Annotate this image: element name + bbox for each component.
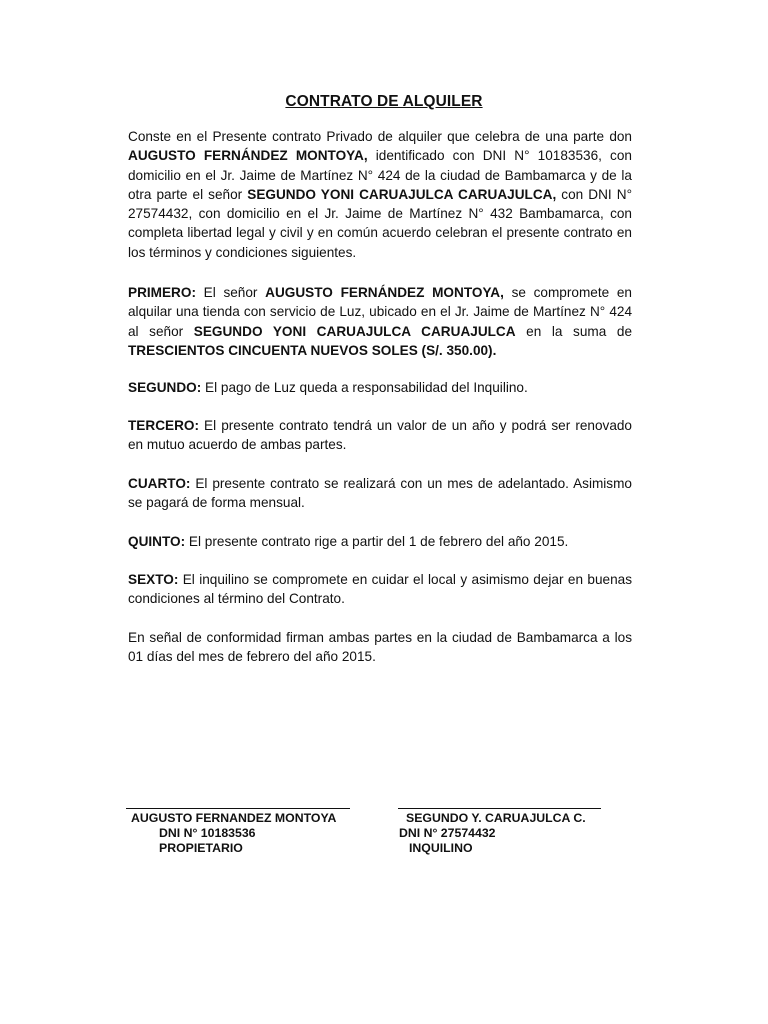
text-run: El presente contrato tendrá un valor de un año y podrá ser renovado en mutuo acuerdo de ambas partes. xyxy=(128,418,632,453)
text-run: En señal de conformidad firman ambas partes en la ciudad de Bambamarca a los 01 días del mes de febrero del año 2015. xyxy=(128,630,632,665)
clause-cuarto xyxy=(128,474,632,513)
clause-quinto xyxy=(128,532,632,551)
bold-text-run: SEGUNDO YONI CARUAJULCA CARUAJULCA, xyxy=(247,186,557,202)
clause-sexto xyxy=(128,570,632,609)
text-run: El señor xyxy=(195,285,266,300)
text-run: El inquilino se compromete en cuidar el local y asimismo dejar en buenas condiciones al término del Contrato. xyxy=(128,572,632,607)
signer-right-dni: DNI N° 27574432 xyxy=(399,826,496,840)
bold-text-run: SEGUNDO YONI CARUAJULCA CARUAJULCA xyxy=(193,323,516,339)
text-run: identificado con DNI N° 10183536, con domicilio en el Jr. Jaime de Martínez N° 424 de la ciudad de Bambamarca y de la otra parte el señor xyxy=(128,148,632,202)
bold-text-run: CUARTO: xyxy=(128,476,191,491)
signer-right-name: SEGUNDO Y. CARUAJULCA C. xyxy=(406,811,586,825)
bold-text-run: TRESCIENTOS CINCUENTA NUEVOS SOLES (S/. 350.00). xyxy=(128,342,497,358)
bold-text-run: TERCERO: xyxy=(128,418,199,433)
bold-text-run: AUGUSTO FERNÁNDEZ MONTOYA, xyxy=(128,148,368,164)
contract-title: CONTRATO DE ALQUILER xyxy=(285,93,483,110)
text-run: El presente contrato rige a partir del 1 de febrero del año 2015. xyxy=(185,534,569,549)
text-run: en la suma de xyxy=(515,323,633,339)
signer-left-role: PROPIETARIO xyxy=(159,841,243,855)
text-run: El presente contrato se realizará con un mes de adelantado. Asimismo se pagará de forma mensual. xyxy=(128,476,632,511)
bold-text-run: SEGUNDO: xyxy=(128,380,202,395)
text-run: se compromete en alquilar una tienda con servicio de Luz, ubicado en el Jr. Jaime de Martínez N° 424 al señor xyxy=(128,285,632,339)
text-run: con DNI N° 27574432, con domicilio en el Jr. Jaime de Martínez N° 432 Bambamarca, con completa libertad legal y civil y en común acuerdo celebran el presente contrato en los términos y condiciones siguientes. xyxy=(128,186,632,260)
bold-text-run: QUINTO: xyxy=(128,534,186,549)
signer-left-name: AUGUSTO FERNANDEZ MONTOYA xyxy=(131,811,337,825)
clause-tercero xyxy=(128,416,632,455)
signature-line-right xyxy=(398,808,601,809)
signature-line-left xyxy=(126,808,350,809)
intro-paragraph xyxy=(128,127,632,262)
bold-text-run: AUGUSTO FERNÁNDEZ MONTOYA, xyxy=(265,285,504,300)
text-run: El pago de Luz queda a responsabilidad del Inquilino. xyxy=(201,380,528,395)
bold-text-run: PRIMERO: xyxy=(128,285,196,300)
bold-text-run: SEXTO: xyxy=(128,572,179,587)
text-run: Conste en el Presente contrato Privado de alquiler que celebra de una parte don xyxy=(128,129,632,144)
clause-primero xyxy=(128,283,632,360)
signer-left-dni: DNI N° 10183536 xyxy=(159,826,256,840)
clause-segundo xyxy=(128,378,632,397)
signer-right-role: INQUILINO xyxy=(409,841,473,855)
closing-paragraph xyxy=(128,628,632,667)
